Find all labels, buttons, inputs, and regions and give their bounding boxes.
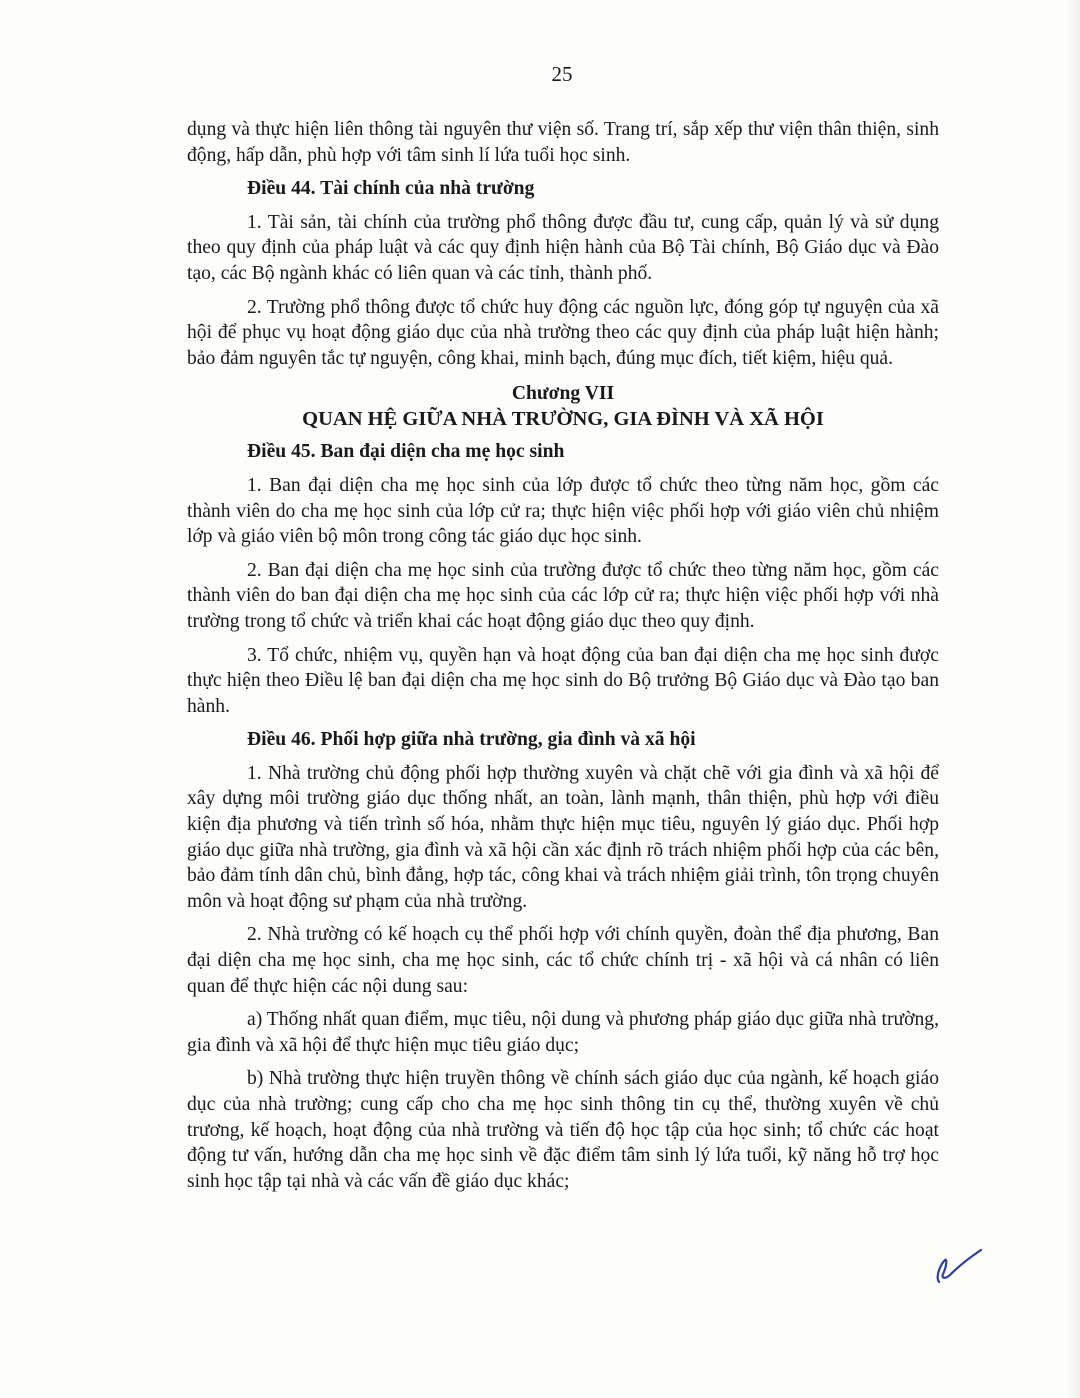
chapter-title: QUAN HỆ GIỮA NHÀ TRƯỜNG, GIA ĐÌNH VÀ XÃ HỘI xyxy=(302,408,824,431)
article-44-clause-2: 2. Trường phổ thông được tổ chức huy động các nguồn lực, đóng góp tự nguyện của xã hội để phục vụ hoạt động giáo dục của nhà trường theo các quy định của pháp luật hiện hành; bảo đảm nguyên tắc tự nguyện, công khai, minh bạch, đúng mục đích, tiết kiệm, hiệu quả. xyxy=(187,296,939,369)
scan-edge-shadow xyxy=(1066,0,1080,1398)
article-46-item-a: a) Thống nhất quan điểm, mục tiêu, nội dung và phương pháp giáo dục giữa nhà trường, gia đình và xã hội để thực hiện mục tiêu giáo dục; xyxy=(187,1009,939,1056)
article-46-heading: Điều 46. Phối hợp giữa nhà trường, gia đình và xã hội xyxy=(247,729,696,751)
article-46-clause-1: 1. Nhà trường chủ động phối hợp thường xuyên và chặt chẽ với gia đình và xã hội để xây dựng môi trường giáo dục thống nhất, an toàn, lành mạnh, thân thiện, phù hợp với điều kiện địa phương và tiến trình số hóa, nhằm thực hiện mục tiêu, nguyên lý giáo dục. Phối hợp giáo dục giữa nhà trường, gia đình và xã hội cần xác định rõ trách nhiệm phối hợp của các bên, bảo đảm tính dân chủ, bình đẳng, hợp tác, công khai và trách nhiệm giải trình, tôn trọng chuyên môn và hoạt động sư phạm của nhà trường. xyxy=(187,762,939,912)
document-body xyxy=(187,117,939,1202)
article-45-clause-2: 2. Ban đại diện cha mẹ học sinh của trường được tổ chức theo từng năm học, gồm các thành viên do ban đại diện cha mẹ học sinh của các lớp cử ra; thực hiện việc phối hợp với nhà trường trong tổ chức và triển khai các hoạt động giáo dục theo quy định. xyxy=(187,559,939,632)
article-46-item-b: b) Nhà trường thực hiện truyền thông về chính sách giáo dục của ngành, kế hoạch giáo dục của nhà trường; cung cấp cho cha mẹ học sinh thông tin cụ thể, thường xuyên về chủ trương, kế hoạch, hoạt động của nhà trường và tiến độ học tập của học sinh; tổ chức các hoạt động tư vấn, hướng dẫn cha mẹ học sinh về đặc điểm tâm sinh lý lứa tuổi, kỹ năng hỗ trợ học sinh học tập tại nhà và các vấn đề giáo dục khác; xyxy=(187,1068,939,1192)
article-44-heading: Điều 44. Tài chính của nhà trường xyxy=(247,178,535,200)
article-46-clause-2: 2. Nhà trường có kế hoạch cụ thể phối hợp với chính quyền, đoàn thể địa phương, Ban đại diện cha mẹ học sinh, cha mẹ học sinh, các tổ chức chính trị - xã hội và cá nhân có liên quan để thực hiện các nội dung sau: xyxy=(187,924,939,997)
paragraph-continuation: dụng và thực hiện liên thông tài nguyên thư viện số. Trang trí, sắp xếp thư viện thân thiện, sinh động, hấp dẫn, phù hợp với tâm sinh lí lứa tuổi học sinh. xyxy=(187,119,939,166)
chapter-label: Chương VII xyxy=(511,383,615,405)
article-44-clause-1: 1. Tài sản, tài chính của trường phổ thông được đầu tư, cung cấp, quản lý và sử dụng theo quy định của pháp luật và các quy định hiện hành của Bộ Tài chính, Bộ Giáo dục và Đào tạo, các Bộ ngành khác có liên quan và các tỉnh, thành phố. xyxy=(187,211,939,284)
initial-signature-mark xyxy=(925,1246,985,1286)
article-45-heading: Điều 45. Ban đại diện cha mẹ học sinh xyxy=(247,441,565,463)
article-45-clause-3: 3. Tổ chức, nhiệm vụ, quyền hạn và hoạt động của ban đại diện cha mẹ học sinh được thực hiện theo Điều lệ ban đại diện cha mẹ học sinh do Bộ trưởng Bộ Giáo dục và Đào tạo ban hành. xyxy=(187,644,939,717)
page-number: 25 xyxy=(551,62,573,86)
article-45-clause-1: 1. Ban đại diện cha mẹ học sinh của lớp được tổ chức theo từng năm học, gồm các thành viên do cha mẹ học sinh của lớp cử ra; thực hiện việc phối hợp với giáo viên chủ nhiệm lớp và giáo viên bộ môn trong công tác giáo dục học sinh. xyxy=(187,474,939,548)
